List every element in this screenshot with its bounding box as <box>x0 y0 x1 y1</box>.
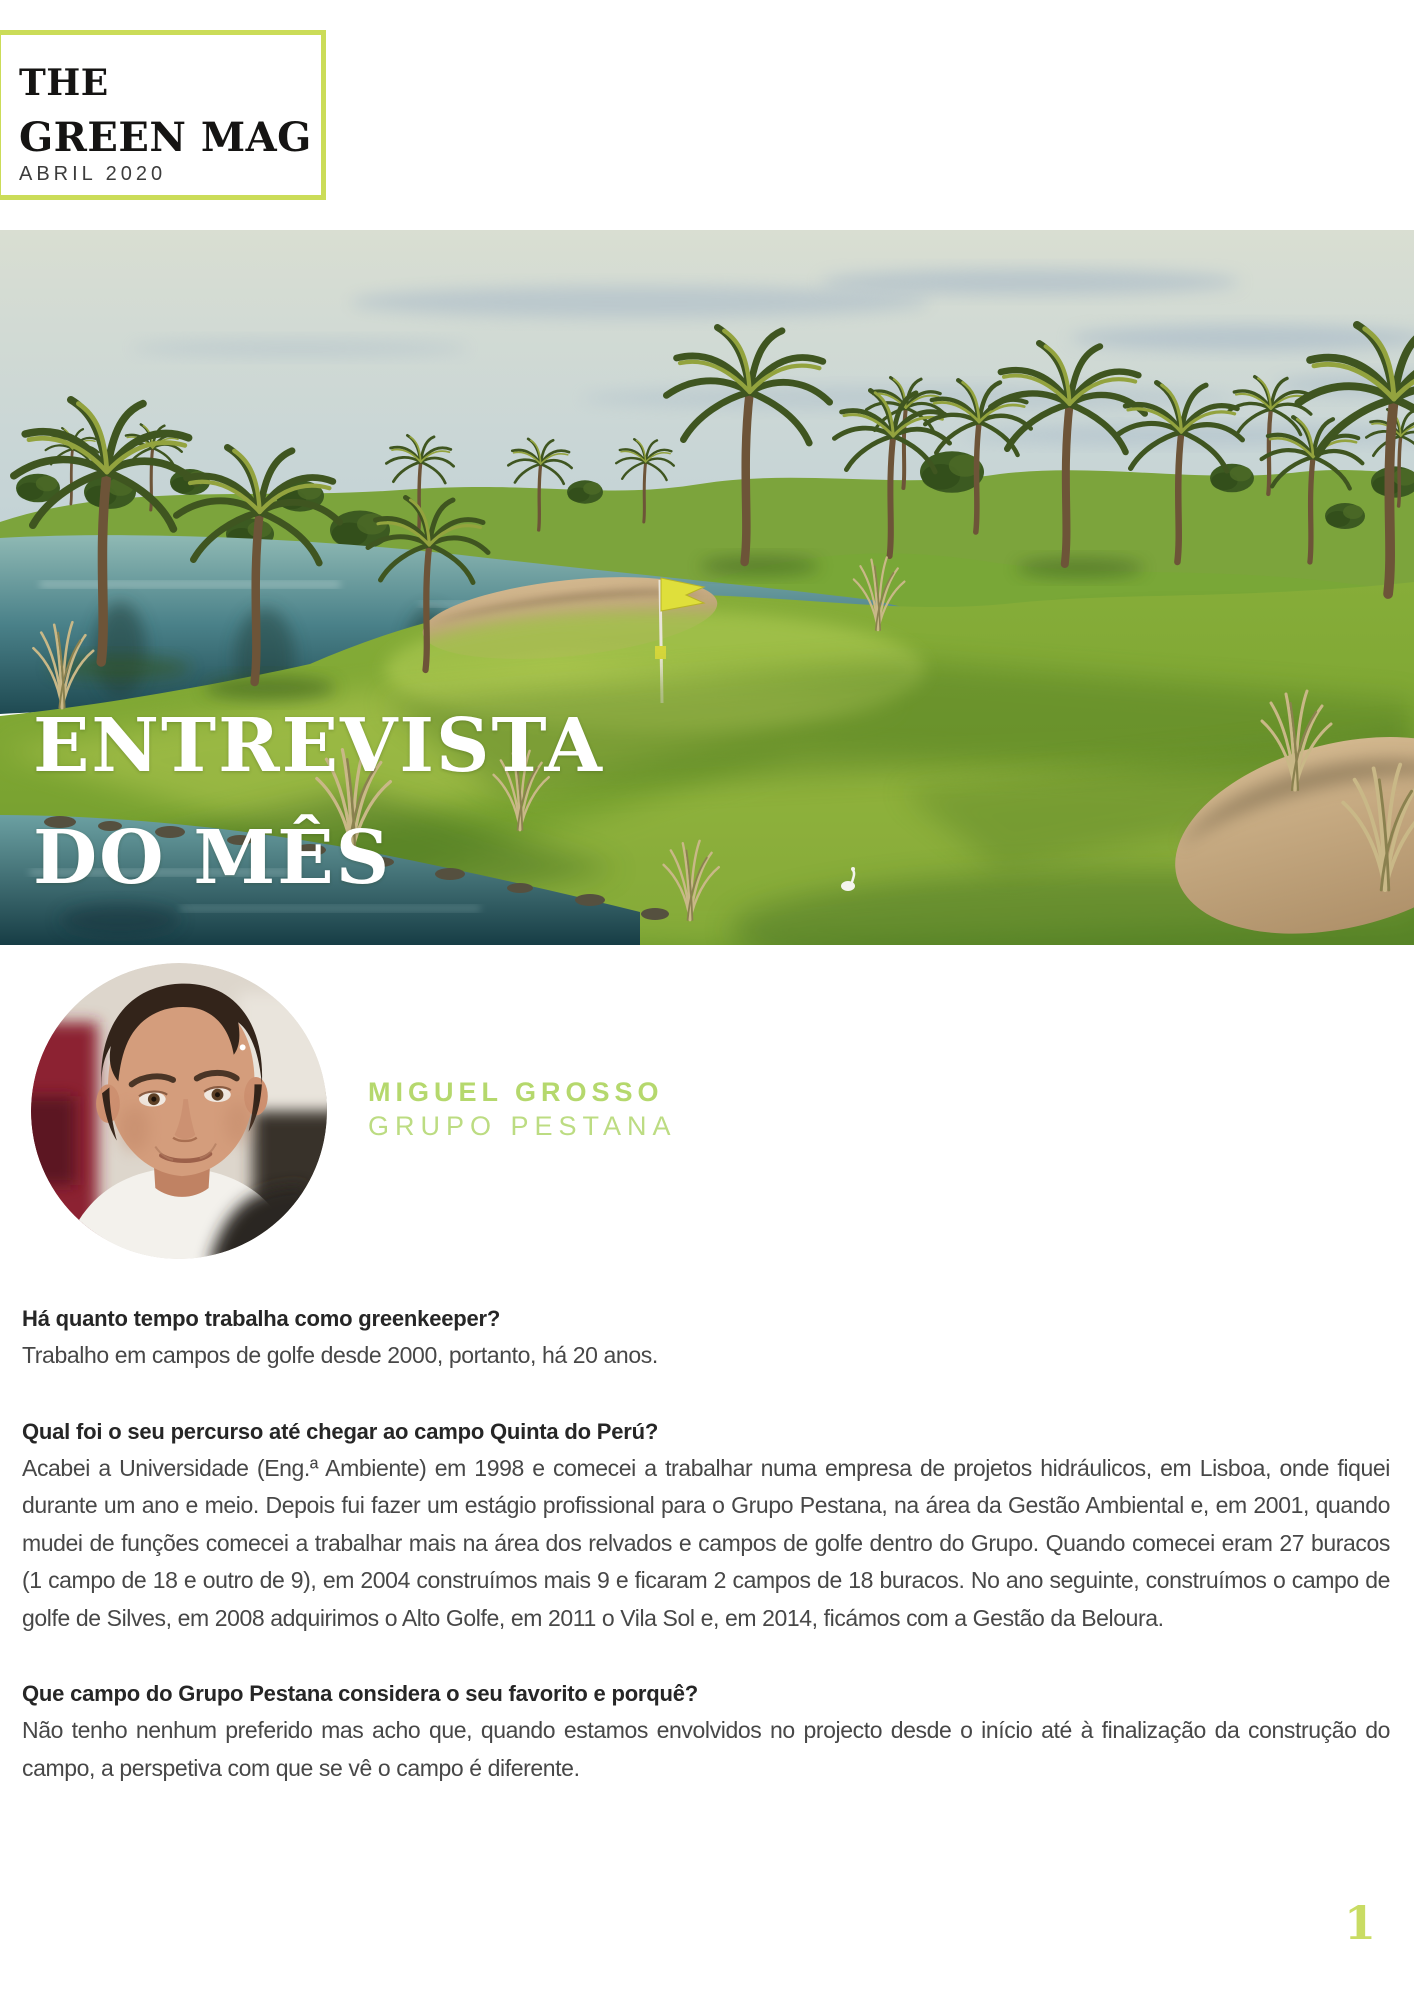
answer-text: Acabei a Universidade (Eng.ª Ambiente) em 1998 e comecei a trabalhar numa empresa de projetos hidráulicos, em Lisboa, onde fiquei durante um ano e meio. Depois fui fazer um estágio profissional para o Grupo Pestana, na área da Gestão Ambiental e, em 2001, quando mudei de funções comecei a trabalhar mais na área dos relvados e campos de golfe dentro do Grupo. Quando comecei eram 27 buracos (1 campo de 18 e outro de 9), em 2004 construímos mais 9 e ficaram 2 campos de 18 buracos. No ano seguinte, construímos o campo de golfe de Silves, em 2008 adquirimos o Alto Golfe, em 2011 o Vila Sol e, em 2014, ficámos com a Gestão da Beloura. <box>22 1454 1390 1631</box>
hero-title <box>33 690 604 914</box>
qa-item <box>22 1300 1390 1375</box>
qa-section <box>22 1300 1390 1825</box>
interviewee-caption <box>368 1075 677 1143</box>
hero-title-line2: DO MÊS <box>33 815 392 901</box>
question-heading: Qual foi o seu percurso até chegar ao campo Quinta do Perú? <box>22 1418 659 1444</box>
hero-title-line1: ENTREVISTA <box>33 703 604 789</box>
interviewee-org: GRUPO PESTANA <box>368 1111 677 1141</box>
masthead-title-line2: GREEN MAG <box>19 114 312 161</box>
interviewee-name: MIGUEL GROSSO <box>368 1077 664 1107</box>
page-number: 1 <box>1343 1896 1376 1950</box>
answer-text: Trabalho em campos de golfe desde 2000, portanto, há 20 anos. <box>22 1342 658 1368</box>
masthead-issue: ABRIL 2020 <box>19 163 167 185</box>
question-heading: Que campo do Grupo Pestana considera o seu favorito e porquê? <box>22 1681 699 1706</box>
masthead-title-line1: THE <box>19 62 109 104</box>
qa-item <box>22 1413 1390 1638</box>
masthead-box <box>0 30 326 200</box>
portrait <box>31 963 327 1259</box>
hero-section <box>0 230 1414 945</box>
question-heading: Há quanto tempo trabalha como greenkeeper? <box>22 1306 501 1331</box>
interviewee-photo <box>31 963 327 1259</box>
qa-item <box>22 1675 1390 1787</box>
answer-text: Não tenho nenhum preferido mas acho que, quando estamos envolvidos no projecto desde o início até à finalização da construção do campo, a perspetiva com que se vê o campo é diferente. <box>22 1717 1390 1781</box>
